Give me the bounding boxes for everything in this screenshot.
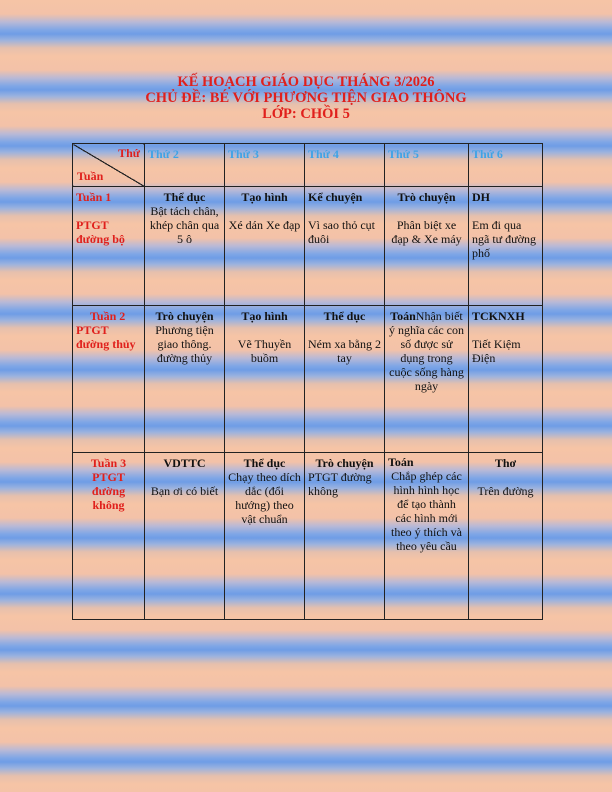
subject-label: Toán (390, 309, 416, 323)
activity-text: Phân biệt xe đạp & Xe máy (391, 218, 462, 246)
plan-cell (385, 306, 469, 453)
day-header-wed: Thứ 4 (305, 144, 385, 187)
subject-label: TCKNXH (472, 309, 525, 323)
corner-week-label: Tuần (77, 169, 104, 183)
week-theme: PTGT đường không (91, 470, 126, 512)
table-row-week-2 (73, 306, 543, 453)
activity-text: Vì sao thỏ cụt đuôi (308, 218, 375, 246)
day-header-tue: Thứ 3 (225, 144, 305, 187)
week-label: Tuần 3 (90, 456, 127, 470)
day-header-thu: Thứ 5 (385, 144, 469, 187)
activity-text: Chắp ghép các hình hình học để tạo thành các hình mới theo ý thích và theo yêu cầu (391, 469, 462, 553)
corner-day-label: Thứ (118, 146, 140, 160)
activity-text: Vẽ Thuyền buồm (237, 337, 292, 365)
activity-text: Nhận biết ý nghĩa các con số được sử dụng trong cuộc sống hàng ngày (389, 309, 464, 393)
plan-cell (225, 187, 305, 306)
activity-text: Chạy theo dích dắc (đổi hướng) theo vật chuẩn (228, 470, 301, 526)
lesson-plan-table (72, 143, 543, 620)
plan-cell (145, 453, 225, 620)
table-row-week-1 (73, 187, 543, 306)
header-row (73, 144, 543, 187)
subject-label: Trò chuyện (315, 456, 374, 470)
title-line-plan: KẾ HOẠCH GIÁO DỤC THÁNG 3/2026 (177, 74, 435, 90)
week-theme: PTGT đường bộ (76, 218, 125, 246)
activity-text: Phương tiện giao thông. đường thủy (155, 323, 214, 365)
week-cell (73, 187, 145, 306)
plan-cell (385, 187, 469, 306)
day-header-fri: Thứ 6 (469, 144, 543, 187)
corner-cell (73, 144, 145, 187)
week-cell (73, 306, 145, 453)
plan-cell (145, 187, 225, 306)
table-row-week-3 (73, 453, 543, 620)
subject-label: VDTTC (163, 456, 206, 470)
subject-label: Thơ (494, 456, 517, 470)
subject-label: Trò chuyện (397, 190, 456, 204)
activity-text: Bạn ơi có biết (150, 484, 219, 498)
day-header-mon: Thứ 2 (145, 144, 225, 187)
plan-cell (305, 453, 385, 620)
subject-label: DH (472, 190, 490, 204)
week-theme: PTGT đường thủy (76, 323, 136, 351)
plan-cell (305, 306, 385, 453)
subject-label: Thể dục (163, 190, 206, 204)
plan-cell (385, 453, 469, 620)
plan-cell (225, 453, 305, 620)
subject-label: Tạo hình (241, 309, 288, 323)
plan-cell (225, 306, 305, 453)
week-label: Tuần 2 (90, 309, 126, 323)
subject-label: Kể chuyện (308, 190, 363, 204)
subject-label: Tạo hình (241, 190, 288, 204)
subject-label: Trò chuyện (155, 309, 214, 323)
activity-text: PTGT đường không (308, 470, 372, 498)
activity-text: Bật tách chân, khép chân qua 5 ô (149, 204, 220, 246)
plan-cell (469, 187, 543, 306)
activity-text: Ném xa bằng 2 tay (308, 337, 381, 365)
activity-text: Em đi qua ngã tư đường phố (472, 218, 537, 260)
activity-text: Trên đường (477, 484, 534, 498)
week-cell (73, 453, 145, 620)
title-line-class: LỚP: CHỒI 5 (262, 106, 350, 122)
activity-text: Tiết Kiệm Điện (472, 337, 521, 365)
plan-cell (145, 306, 225, 453)
subject-label: Thể dục (243, 456, 286, 470)
subject-label: Toán (388, 455, 414, 469)
week-label: Tuần 1 (76, 190, 112, 204)
plan-cell (305, 187, 385, 306)
subject-label: Thể dục (323, 309, 366, 323)
document-title (0, 74, 612, 122)
activity-text: Xé dán Xe đạp (228, 218, 301, 232)
plan-cell (469, 453, 543, 620)
title-line-theme: CHỦ ĐỀ: BÉ VỚI PHƯƠNG TIỆN GIAO THÔNG (145, 90, 467, 106)
plan-cell (469, 306, 543, 453)
